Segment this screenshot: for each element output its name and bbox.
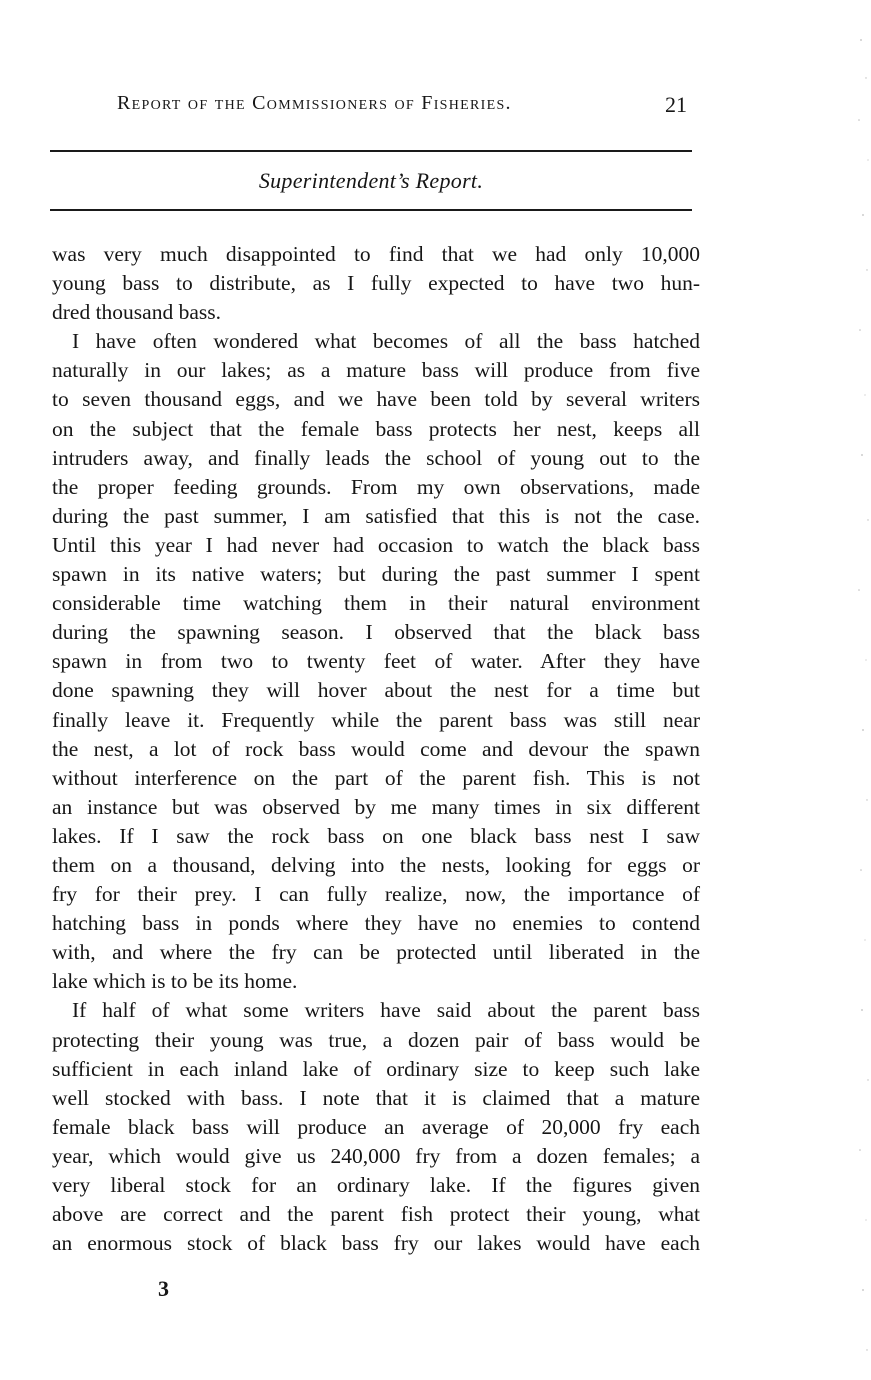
text-line: naturally in our lakes; as a mature bass will produce from five <box>52 358 700 383</box>
text-line: during the spawning season. I observed that the black bass <box>52 620 700 645</box>
text-line: I have often wondered what becomes of all the bass hatched <box>72 329 700 354</box>
signature-mark: 3 <box>158 1276 169 1301</box>
text-line: well stocked with bass. I note that it is claimed that a mature <box>52 1085 700 1110</box>
text-line: done spawning they will hover about the nest for a time but <box>52 678 700 703</box>
text-line: was very much disappointed to find that we had only 10,000 <box>52 242 700 266</box>
text-line: lakes. If I saw the rock bass on one black bass nest I saw <box>52 823 700 848</box>
running-title: Report of the Commissioners of Fisheries. <box>117 92 512 114</box>
text-line: sufficient in each inland lake of ordinary size to keep such lake <box>52 1056 700 1081</box>
text-line: an enormous stock of black bass fry our lakes would have each <box>52 1231 700 1256</box>
text-line: young bass to distribute, as I fully expected to have two hun- <box>52 271 700 296</box>
page-edge-speckle <box>841 0 871 1380</box>
text-line: intruders away, and finally leads the school of young out to the <box>52 445 700 470</box>
top-rule <box>50 150 692 152</box>
bottom-rule <box>50 209 692 211</box>
body-text <box>52 240 700 1258</box>
text-line: above are correct and the parent fish protect their young, what <box>52 1202 700 1227</box>
text-line: without interference on the part of the parent fish. This is not <box>52 765 700 790</box>
text-line: on the subject that the female bass protects her nest, keeps all <box>52 416 700 441</box>
running-head <box>117 92 697 124</box>
text-line: female black bass will produce an average of 20,000 fry each <box>52 1114 700 1139</box>
text-line: year, which would give us 240,000 fry from a dozen females; a <box>52 1143 700 1168</box>
text-line: lake which is to be its home. <box>52 969 298 994</box>
text-line: protecting their young was true, a dozen pair of bass would be <box>52 1027 700 1052</box>
text-line: finally leave it. Frequently while the parent bass was still near <box>52 707 700 732</box>
text-line: the nest, a lot of rock bass would come and devour the spawn <box>52 736 700 761</box>
text-line: the proper feeding grounds. From my own observations, made <box>52 474 700 499</box>
text-line: hatching bass in ponds where they have no enemies to contend <box>52 911 700 936</box>
text-line: to seven thousand eggs, and we have been told by several writers <box>52 387 700 412</box>
text-line: spawn in from two to twenty feet of water. After they have <box>52 649 700 674</box>
page-number: 21 <box>665 92 687 117</box>
text-line: with, and where the fry can be protected until liberated in the <box>52 940 700 965</box>
text-line: Until this year I had never had occasion to watch the black bass <box>52 532 700 557</box>
section-title: Superintendent’s Report. <box>258 168 484 193</box>
text-line: dred thousand bass. <box>52 300 221 325</box>
text-line: spawn in its native waters; but during the past summer I spent <box>52 562 700 587</box>
text-line: them on a thousand, delving into the nests, looking for eggs or <box>52 852 700 877</box>
text-line: during the past summer, I am satisfied that this is not the case. <box>52 503 700 528</box>
text-line: considerable time watching them in their natural environment <box>52 591 700 616</box>
text-line: very liberal stock for an ordinary lake. If the figures given <box>52 1173 700 1197</box>
text-line: fry for their prey. I can fully realize, now, the importance of <box>52 882 700 907</box>
text-line: an instance but was observed by me many times in six different <box>52 794 700 819</box>
text-line: If half of what some writers have said about the parent bass <box>72 998 700 1023</box>
